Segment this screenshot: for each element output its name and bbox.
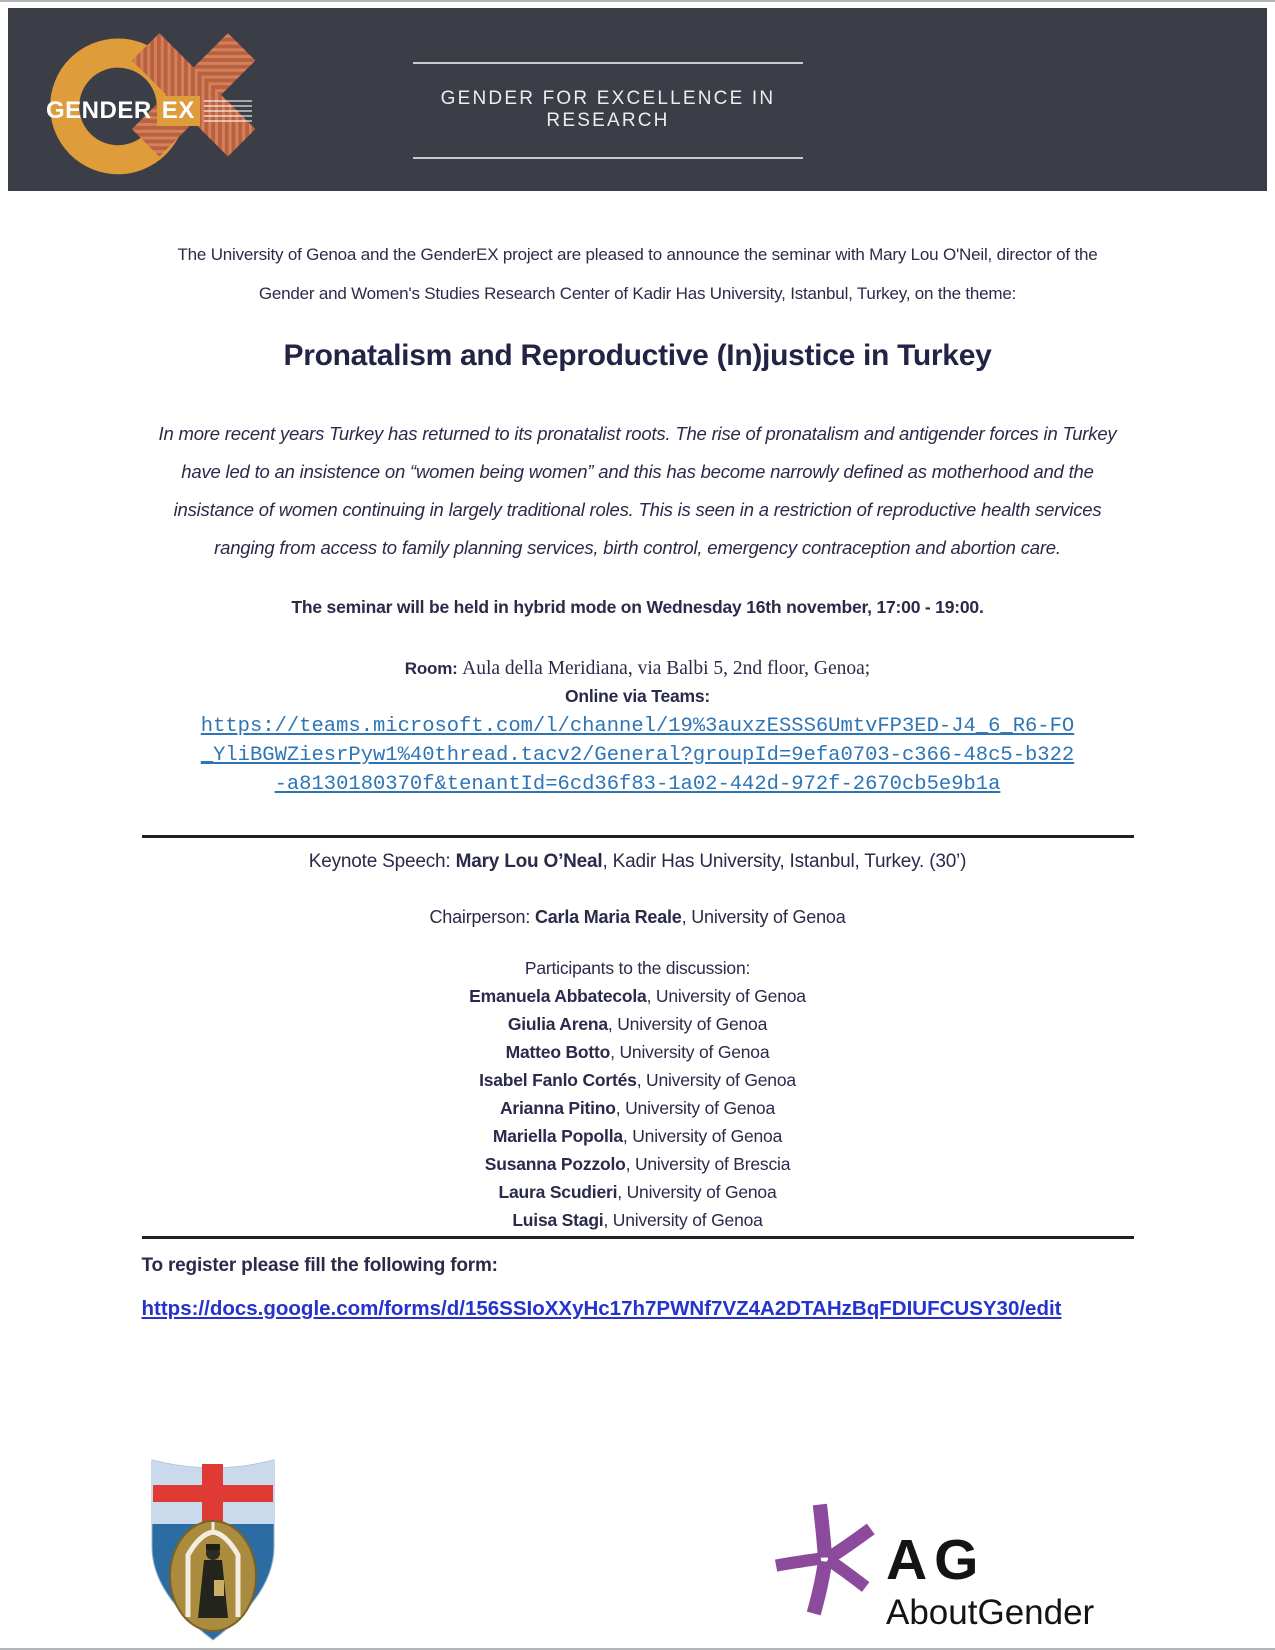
participant-row (142, 1066, 1134, 1094)
university-of-genoa-crest (148, 1452, 278, 1644)
participant-row (142, 1010, 1134, 1038)
abstract-paragraph: In more recent years Turkey has returned to its pronatalist roots. The rise of pronatalism and antigender forces in Turkey have led to an insistence on “women being women” and this has become narrowly defined as motherhood and the insistance of women continuing in largely traditional roles. This is seen in a restriction of reproductive health services ranging from access to family planning services, birth control, emergency contraception and abortion care. (158, 423, 1117, 558)
aboutgender-name: AboutGender (886, 1593, 1095, 1632)
chairperson-affiliation: , University of Genoa (681, 907, 846, 927)
participant-affiliation: , University of Genoa (646, 986, 806, 1006)
participant-affiliation: , University of Genoa (617, 1182, 777, 1202)
logo-gender-label: GENDER (46, 97, 152, 124)
participant-row (142, 1150, 1134, 1178)
aboutgender-logo (772, 1500, 1094, 1630)
participants-heading: Participants to the discussion: (524, 958, 751, 978)
chairperson-name: Carla Maria Reale (534, 907, 682, 927)
crest-cross-horizontal (153, 1485, 273, 1502)
participant-affiliation: , University of Genoa (603, 1210, 763, 1230)
participants-list (142, 982, 1134, 1234)
room-line (142, 658, 1134, 680)
participant-name: Matteo Botto (505, 1042, 611, 1062)
participant-affiliation: , University of Genoa (610, 1042, 770, 1062)
participant-row (142, 982, 1134, 1010)
header-banner (8, 8, 1267, 191)
participant-name: Laura Scudieri (498, 1182, 618, 1202)
participant-affiliation: , University of Brescia (625, 1154, 791, 1174)
participant-row (142, 1122, 1134, 1150)
genderex-logo-text (46, 96, 252, 126)
aboutgender-text (886, 1528, 1095, 1632)
logo-stripes-decoration (204, 100, 252, 122)
participant-name: Susanna Pozzolo (484, 1154, 626, 1174)
participant-row (142, 1178, 1134, 1206)
participant-affiliation: , University of Genoa (622, 1126, 783, 1146)
participant-name: Emanuela Abbatecola (469, 986, 647, 1006)
intro-paragraph: The University of Genoa and the GenderEX project are pleased to announce the seminar with Mary Lou O'Neil, director of the Gender and Women's Studies Research Center of Kadir Has University, Istanbul, Turkey, on the theme: (177, 245, 1098, 303)
header-tagline-block (413, 62, 803, 159)
participant-name: Arianna Pitino (499, 1098, 616, 1118)
participant-affiliation: , University of Genoa (607, 1014, 768, 1034)
room-value: Aula della Meridiana, via Balbi 5, 2nd floor, Genoa; (462, 658, 871, 679)
participant-affiliation: , University of Genoa (636, 1070, 796, 1090)
participant-affiliation: , University of Genoa (615, 1098, 776, 1118)
participant-row (142, 1038, 1134, 1066)
keynote-speaker-name: Mary Lou O’Neal (455, 851, 603, 872)
teams-meeting-link[interactable]: https://teams.microsoft.com/l/channel/19%3auxzESSS6UmtvFP3ED-J4_6_R6-FO_YliBGWZiesrPyw1%40thread.tacv2/General?groupId=9efa0703-c366-48c5-b322-a8130180370f&tenantId=6cd36f83-1a02-442d-972f-2670cb5e9b1a (200, 715, 1075, 796)
aboutgender-initials: AG (886, 1528, 986, 1592)
keynote-line (142, 851, 1134, 873)
participant-row (142, 1206, 1134, 1234)
keynote-label: Keynote Speech: (308, 851, 456, 872)
registration-form-link[interactable]: https://docs.google.com/forms/d/156SSIoXXyHc17h7PWNf7VZ4A2DTAHzBqFDIUFCUSY30/edit (141, 1297, 1062, 1320)
participant-name: Mariella Popolla (492, 1126, 623, 1146)
seminar-title: Pronatalism and Reproductive (In)justice in Turkey (283, 339, 992, 372)
participant-name: Isabel Fanlo Cortés (479, 1070, 637, 1090)
registration-section (142, 1245, 1134, 1331)
chairperson-line (142, 907, 1134, 928)
participant-name: Luisa Stagi (512, 1210, 604, 1230)
keynote-affiliation: , Kadir Has University, Istanbul, Turkey. (30’) (602, 851, 967, 872)
tagline-divider-bottom (413, 157, 803, 159)
online-via-teams-label: Online via Teams: (564, 686, 711, 706)
section-divider-bottom (142, 1236, 1134, 1239)
schedule-line: The seminar will be held in hybrid mode on Wednesday 16th november, 17:00 - 19:00. (291, 597, 984, 617)
section-divider-top (142, 835, 1134, 838)
chairperson-label: Chairperson: (429, 907, 535, 927)
participant-name: Giulia Arena (507, 1014, 608, 1034)
document-body (142, 235, 1134, 1331)
room-label: Room: (404, 659, 458, 678)
asterisk-icon (772, 1500, 884, 1618)
logo-ex-label: EX (157, 96, 200, 126)
participant-row (142, 1094, 1134, 1122)
header-tagline-text: GENDER FOR EXCELLENCE IN RESEARCH (440, 88, 776, 131)
register-label: To register please fill the following form: (141, 1255, 498, 1276)
